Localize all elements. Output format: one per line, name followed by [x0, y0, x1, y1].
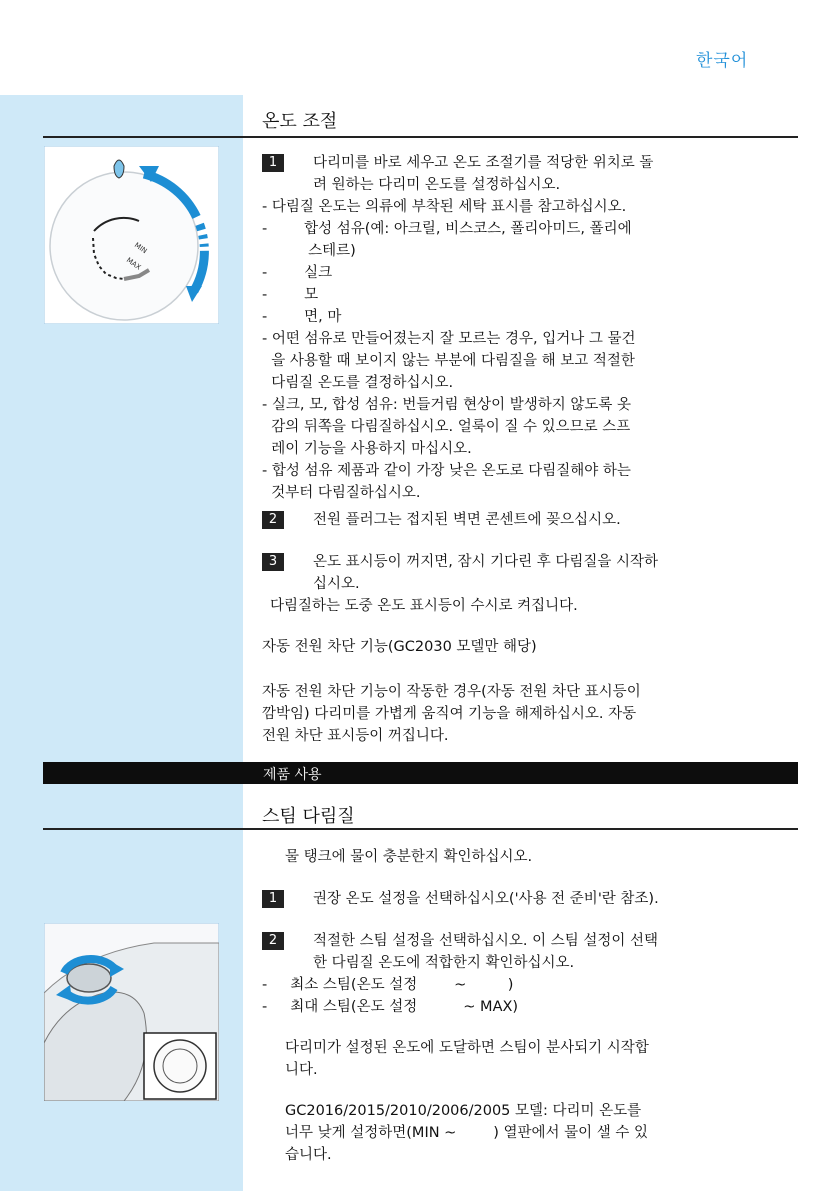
steam-para2-line-1: 너무 낮게 설정하면(MIN ~ ) 열판에서 물이 샐 수 있: [285, 1125, 648, 1141]
steam-bullet-0: - 최소 스팀(온도 설정 ~ ): [262, 977, 514, 993]
steam-para2-line-2: 습니다.: [285, 1147, 332, 1163]
step1-line1: 다리미를 바로 세우고 온도 조절기를 적당한 위치로 돌: [313, 155, 654, 171]
heading-rule-steam: [43, 828, 798, 830]
temp-line-13: 것부터 다림질하십시오.: [262, 485, 421, 501]
step3-line2: 십시오.: [313, 576, 360, 592]
temp-line-10: 감의 뒤쪽을 다림질하십시오. 얼룩이 질 수 있으므로 스프: [262, 419, 631, 435]
auto-off-line-1: 깜박임) 다리미를 가볍게 움직여 기능을 해제하십시오. 자동: [262, 706, 637, 722]
steam-step1-text: 권장 온도 설정을 선택하십시오('사용 전 준비'란 참조).: [313, 891, 659, 907]
temp-line-4: - 모: [262, 287, 319, 303]
step1-line2: 려 원하는 다리미 온도를 설정하십시오.: [313, 177, 561, 193]
temp-line-12: - 합성 섬유 제품과 같이 가장 낮은 온도로 다림질해야 하는: [262, 463, 631, 479]
temp-line-3: - 실크: [262, 265, 333, 281]
dial-max-label: MAX: [124, 256, 143, 272]
temp-line-8: 다림질 온도를 결정하십시오.: [262, 375, 454, 391]
section-bar-label: 제품 사용: [263, 767, 322, 783]
dial-min-label: MIN: [132, 241, 149, 256]
temp-line-5: - 면, 마: [262, 309, 342, 325]
heading-rule: [43, 136, 798, 138]
auto-off-line-2: 전원 차단 표시등이 꺼집니다.: [262, 728, 449, 744]
auto-off-line-0: 자동 전원 차단 기능이 작동한 경우(자동 전원 차단 표시등이: [262, 684, 641, 700]
steam-step-number-2: 2: [262, 932, 284, 950]
temp-line-6: - 어떤 섬유로 만들어졌는지 잘 모르는 경우, 입거나 그 물건: [262, 331, 636, 347]
steam-step2-line2: 한 다림질 온도에 적합한지 확인하십시오.: [313, 955, 575, 971]
step-number-1: 1: [262, 154, 284, 172]
temperature-dial-illustration: [44, 146, 219, 324]
section-bar: [43, 762, 798, 784]
temp-line-2: 스테르): [262, 243, 356, 259]
temp-line-7: 을 사용할 때 보이지 않는 부분에 다림질을 해 보고 적절한: [262, 353, 635, 369]
temp-line-11: 레이 기능을 사용하지 마십시오.: [262, 441, 472, 457]
steam-para2-line-0: GC2016/2015/2010/2006/2005 모델: 다리미 온도를: [285, 1103, 642, 1119]
step-number-2: 2: [262, 511, 284, 529]
step2-text: 전원 플러그는 접지된 벽면 콘센트에 꽂으십시오.: [313, 512, 621, 528]
temp-line-1: - 합성 섬유(예: 아크릴, 비스코스, 폴리아미드, 폴리에: [262, 221, 632, 237]
steam-para1-line-0: 다리미가 설정된 온도에 도달하면 스팀이 분사되기 시작합: [285, 1040, 649, 1056]
auto-off-title: 자동 전원 차단 기능(GC2030 모델만 해당): [262, 639, 537, 655]
temp-line-0: - 다림질 온도는 의류에 부착된 세탁 표시를 참고하십시오.: [262, 199, 627, 215]
language-label: 한국어: [696, 51, 749, 71]
steam-bullet-1: - 최대 스팀(온도 설정 ~ MAX): [262, 999, 519, 1015]
steam-para1-line-1: 니다.: [285, 1062, 318, 1078]
step-number-3: 3: [262, 553, 284, 571]
steam-step2-line1: 적절한 스팀 설정을 선택하십시오. 이 스팀 설정이 선택: [313, 933, 659, 949]
step3-line1: 온도 표시등이 꺼지면, 잠시 기다린 후 다림질을 시작하: [313, 554, 659, 570]
temp-note: 다림질하는 도중 온도 표시등이 수시로 켜집니다.: [270, 598, 578, 614]
section-heading-temperature: 온도 조절: [262, 111, 338, 132]
steam-control-illustration: [44, 923, 219, 1101]
temp-line-9: - 실크, 모, 합성 섬유: 번들거림 현상이 발생하지 않도록 옷: [262, 397, 631, 413]
section-heading-steam: 스팀 다림질: [262, 806, 355, 827]
steam-intro: 물 탱크에 물이 충분한지 확인하십시오.: [285, 849, 533, 865]
steam-step-number-1: 1: [262, 890, 284, 908]
